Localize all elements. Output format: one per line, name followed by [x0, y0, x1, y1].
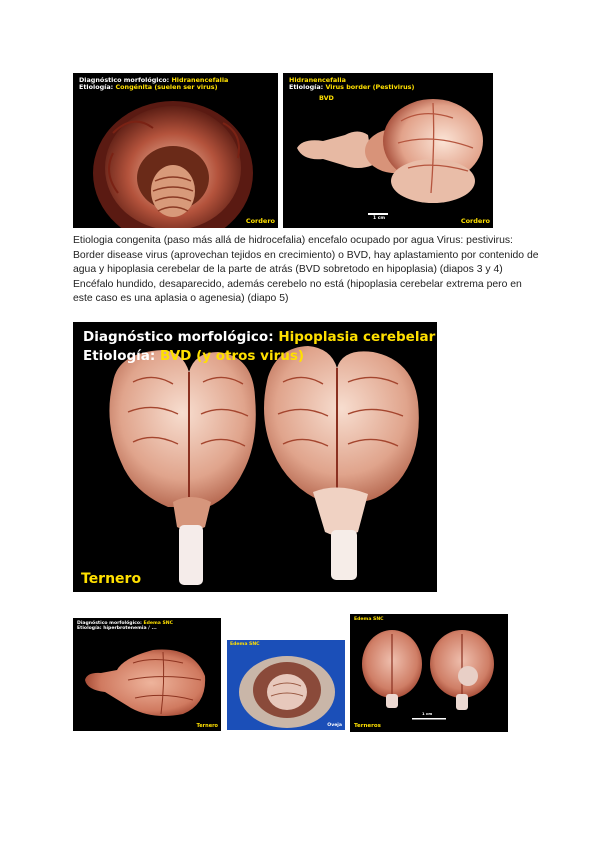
- figure-hidranencefalia-cordero-1: [73, 73, 278, 228]
- scale-label: 1 cm: [373, 216, 386, 221]
- species-tag: Terneros: [354, 723, 381, 729]
- figure-2-caption: [289, 77, 414, 102]
- figure-1-caption: [79, 77, 228, 92]
- figure-edema-snc-ternero: [73, 618, 221, 731]
- caption-label: Etiología:: [83, 347, 160, 364]
- caption-title: Hidranencefalia: [289, 76, 346, 84]
- figure-5-caption: Edema SNC: [230, 642, 260, 647]
- species-tag: Cordero: [460, 217, 490, 225]
- figure-hipoplasia-cerebelar-ternero: [73, 322, 437, 592]
- caption-virus: BVD: [319, 93, 334, 102]
- figure-3-caption: [83, 330, 435, 364]
- figure-4-caption: [77, 621, 173, 632]
- scale-label: 1 cm: [422, 711, 433, 716]
- species-tag: Ternero: [81, 571, 142, 587]
- brain-photo-1: [73, 73, 278, 228]
- brain-photo-5: [227, 640, 345, 730]
- figure-edema-snc-terneros: [350, 614, 508, 732]
- caption-value: Hidranencefalia: [171, 76, 229, 84]
- caption-label: Etiología:: [289, 83, 326, 92]
- caption-value: Edema SNC: [143, 621, 174, 626]
- figure-edema-snc-oveja: [227, 640, 345, 730]
- figure-6-caption: Edema SNC: [354, 617, 384, 622]
- caption-etiology: Etiología: hiperbrotenemia / ...: [77, 626, 157, 632]
- caption-label: Etiología:: [79, 83, 116, 92]
- caption-value: Virus border (Pestivirus): [325, 83, 415, 92]
- body-paragraph: Etiologia congenita (paso más allá de hidrocefalia) encefalo ocupado por agua Virus: pestivirus: Border disease virus (aprovechan tejidos en crecimiento) o BVD, hay aplastamiento por contenido de agua y hipoplasia cerebelar de la parte de atrás (BVD sobretodo en hipoplasia) (diapos 3 y 4) Encéfalo hundido, desaparecido, además cerebelo no está (hipoplasia cerebelar extrema pero en este caso es una aplasia o agenesia) (diapo 5): [73, 235, 539, 305]
- caption-label: Diagnóstico morfológico:: [79, 76, 172, 84]
- caption-label: Diagnóstico morfológico:: [83, 329, 279, 345]
- caption-value: Congénita (suelen ser virus): [115, 83, 218, 92]
- caption-value: Hipoplasia cerebelar: [278, 329, 436, 345]
- brain-photo-4: [73, 618, 221, 731]
- caption-label: Diagnóstico morfológico:: [77, 621, 144, 626]
- figure-hidranencefalia-cordero-2: [283, 73, 493, 228]
- species-tag: Oveja: [327, 723, 342, 728]
- caption-value: BVD (y otros virus): [159, 347, 305, 364]
- species-tag: Ternero: [196, 723, 218, 729]
- species-tag: Cordero: [245, 217, 275, 225]
